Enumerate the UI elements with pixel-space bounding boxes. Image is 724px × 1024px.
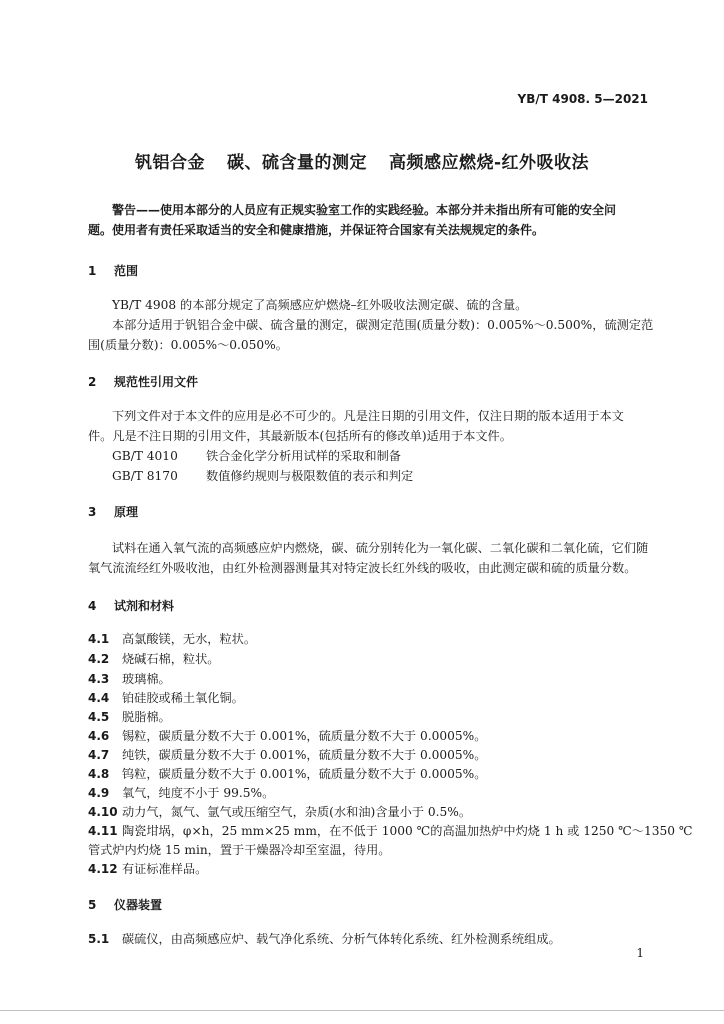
section-4-heading — [88, 597, 174, 614]
list-item — [88, 629, 256, 649]
list-item — [88, 764, 486, 784]
item-number: 4.1 — [88, 632, 110, 646]
section-1-title: 范围 — [114, 264, 139, 278]
item-number: 5.1 — [88, 932, 110, 946]
section-4-title: 试剂和材料 — [114, 599, 175, 613]
reference-name: 数值修约规则与极限数值的表示和判定 — [206, 469, 414, 483]
section-3-heading — [88, 503, 138, 520]
item-number: 4.11 — [88, 824, 118, 838]
section-5-title: 仪器装置 — [114, 898, 163, 912]
section-1-paragraph-2-line-1: 本部分适用于钒铝合金中碳、硫含量的测定，碳测定范围(质量分数)：0.005%～0.500%，硫测定范 — [112, 318, 654, 332]
list-item — [88, 669, 171, 689]
warning-line-2: 题。使用者有责任采取适当的安全和健康措施，并保证符合国家有关法规规定的条件。 — [88, 223, 545, 237]
reference-code: GB/T 4010 — [112, 449, 178, 463]
section-2-number: 2 — [88, 375, 97, 389]
section-3-title: 原理 — [114, 505, 139, 519]
reference-code: GB/T 8170 — [112, 469, 178, 483]
list-item — [88, 783, 274, 803]
document-title — [0, 148, 724, 173]
section-2-paragraph-line-1: 下列文件对于本文件的应用是必不可少的。凡是注日期的引用文件，仅注日期的版本适用于本文 — [112, 409, 624, 423]
normative-reference — [112, 446, 401, 466]
list-item — [88, 929, 561, 949]
item-text: 钨粒，碳质量分数不大于 0.001%，硫质量分数不大于 0.0005%。 — [122, 767, 487, 781]
section-5-number: 5 — [88, 898, 97, 912]
page-bottom-rule — [0, 1010, 724, 1011]
warning-line-1: 警告——使用本部分的人员应有正规实验室工作的实践经验。本部分并未指出所有可能的安全问 — [112, 203, 617, 217]
section-3-paragraph-line-1: 试料在通入氧气流的高频感应炉内燃烧，碳、硫分别转化为一氧化碳、二氧化碳和二氧化硫，它们随 — [112, 541, 649, 555]
list-item — [88, 649, 220, 669]
item-number: 4.4 — [88, 691, 110, 705]
item-number: 4.9 — [88, 786, 110, 800]
section-1-paragraph-2-line-2: 围(质量分数)：0.005%～0.050%。 — [88, 338, 288, 352]
section-3-paragraph-line-2: 氧气流流经红外吸收池，由红外检测器测量其对特定波长红外线的吸收，由此测定碳和硫的质量分数。 — [88, 561, 637, 575]
section-2-paragraph-line-2: 件。凡是不注日期的引用文件，其最新版本(包括所有的修改单)适用于本文件。 — [88, 429, 512, 443]
item-number: 4.2 — [88, 652, 110, 666]
item-text: 动力气，氮气、氩气或压缩空气，杂质(水和油)含量小于 0.5%。 — [122, 805, 472, 819]
normative-reference — [112, 466, 413, 486]
list-item-continuation: 管式炉内灼烧 15 min，置于干燥器冷却至室温，待用。 — [88, 843, 391, 857]
page-number: 1 — [636, 946, 644, 960]
item-text: 有证标准样品。 — [122, 862, 208, 876]
item-text: 烧碱石棉，粒状。 — [122, 652, 220, 666]
section-2-title: 规范性引用文件 — [114, 375, 199, 389]
item-number: 4.12 — [88, 862, 118, 876]
item-number: 4.7 — [88, 748, 110, 762]
list-item — [88, 859, 207, 879]
title-part-1: 钒铝合金 — [134, 153, 205, 173]
list-item — [88, 802, 471, 822]
item-text: 碳硫仪，由高频感应炉、载气净化系统、分析气体转化系统、红外检测系统组成。 — [122, 932, 561, 946]
item-text: 铂硅胶或稀土氧化铜。 — [122, 691, 244, 705]
list-item — [88, 726, 486, 746]
list-item — [88, 707, 171, 727]
item-text: 玻璃棉。 — [122, 672, 171, 686]
reference-name: 铁合金化学分析用试样的采取和制备 — [206, 449, 401, 463]
section-4-number: 4 — [88, 599, 97, 613]
item-number: 4.3 — [88, 672, 110, 686]
section-5-heading — [88, 896, 162, 913]
title-part-2: 碳、硫含量的测定 — [226, 153, 367, 173]
item-number: 4.5 — [88, 710, 110, 724]
item-text: 锡粒，碳质量分数不大于 0.001%，硫质量分数不大于 0.0005%。 — [122, 729, 487, 743]
section-2-heading — [88, 373, 198, 390]
list-item — [88, 688, 244, 708]
item-text: 高氯酸镁，无水，粒状。 — [122, 632, 257, 646]
item-number: 4.10 — [88, 805, 118, 819]
section-3-number: 3 — [88, 505, 97, 519]
list-item — [88, 745, 486, 765]
item-number: 4.6 — [88, 729, 110, 743]
section-1-heading — [88, 262, 138, 279]
item-text: 陶瓷坩埚，φ×h，25 mm×25 mm，在不低于 1000 ℃的高温加热炉中灼烧 1 h 或 1250 ℃～1350 ℃ — [122, 824, 693, 838]
item-number: 4.8 — [88, 767, 110, 781]
list-item — [88, 821, 692, 841]
item-text: 纯铁，碳质量分数不大于 0.001%，硫质量分数不大于 0.0005%。 — [122, 748, 487, 762]
item-text: 氧气，纯度不小于 99.5%。 — [122, 786, 275, 800]
section-1-number: 1 — [88, 264, 97, 278]
title-part-3: 高频感应燃烧-红外吸收法 — [388, 153, 590, 173]
section-1-paragraph-1: YB/T 4908 的本部分规定了高频感应炉燃烧–红外吸收法测定碳、硫的含量。 — [112, 298, 528, 312]
item-text: 脱脂棉。 — [122, 710, 171, 724]
standard-number: YB/T 4908. 5—2021 — [517, 92, 648, 106]
